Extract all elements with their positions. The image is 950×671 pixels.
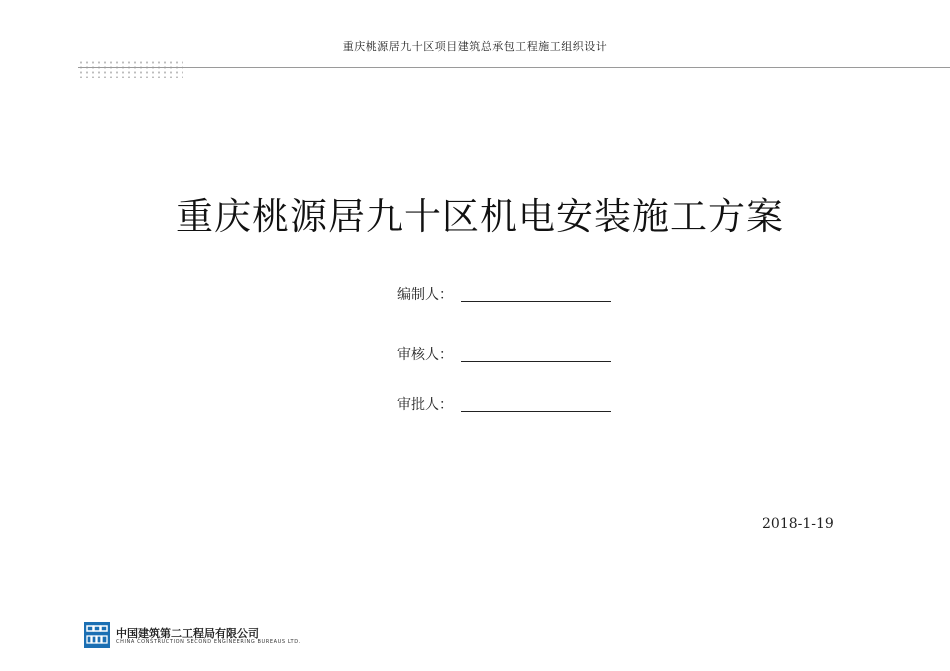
signature-label: 审核人： <box>397 347 453 363</box>
signature-row-compiler <box>397 284 453 304</box>
document-date: 2018-1-19 <box>762 516 834 532</box>
signature-line <box>461 301 611 302</box>
company-name: 中国建筑第二工程局有限公司 <box>116 627 259 640</box>
company-name-english: CHINA CONSTRUCTION SECOND ENGINEERING BUREAUS LTD. <box>116 639 301 645</box>
signature-label: 编制人： <box>397 287 453 303</box>
signature-line <box>461 411 611 412</box>
document-title: 重庆桃源居九十区机电安装施工方案 <box>176 195 784 238</box>
signature-label: 审批人： <box>397 397 453 413</box>
header-dot-pattern <box>78 60 183 78</box>
header-divider <box>78 67 950 68</box>
company-logo-icon <box>84 622 110 648</box>
header-title: 重庆桃源居九十区项目建筑总承包工程施工组织设计 <box>342 40 608 53</box>
signature-row-reviewer <box>397 344 453 364</box>
signature-line <box>461 361 611 362</box>
signature-row-approver <box>397 394 453 414</box>
